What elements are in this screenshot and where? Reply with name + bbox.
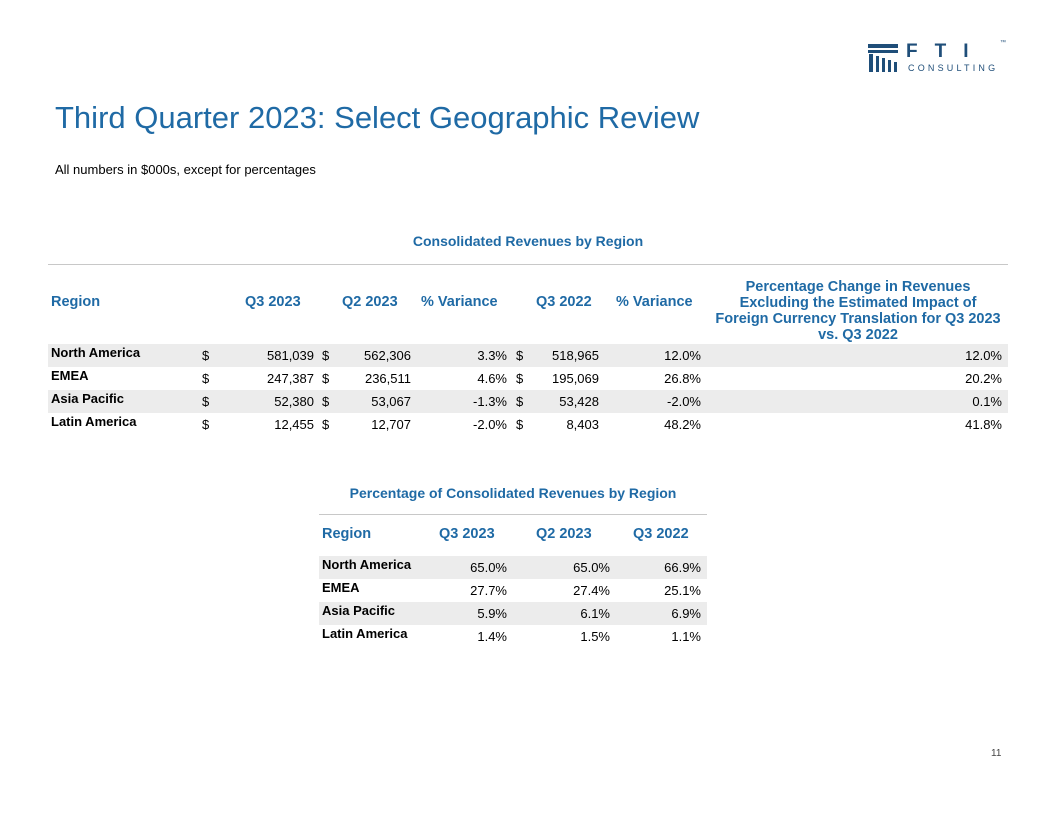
q2-2023-cell: 53,067 [371, 394, 411, 409]
q3-2022-cell: 66.9% [664, 560, 701, 575]
region-cell: Latin America [51, 414, 137, 429]
fx-change-cell: 20.2% [965, 371, 1002, 386]
building-columns-icon [868, 44, 898, 72]
currency-symbol: $ [322, 371, 330, 386]
table1-header-variance-2: % Variance [616, 294, 693, 310]
region-cell: North America [51, 345, 141, 360]
region-cell: Latin America [322, 626, 408, 641]
table2-row [319, 556, 707, 579]
q3-2022-cell: 1.1% [671, 629, 701, 644]
currency-symbol: $ [202, 417, 210, 432]
q3-2023-cell: 12,455 [274, 417, 314, 432]
variance-1-cell: 4.6% [477, 371, 507, 386]
fx-change-cell: 12.0% [965, 348, 1002, 363]
table1-row [48, 344, 1008, 367]
table1-header-variance-1: % Variance [421, 294, 498, 310]
q3-2023-cell: 581,039 [267, 348, 314, 363]
table2-header-q3-2023: Q3 2023 [439, 526, 495, 542]
table1-header-q3-2022: Q3 2022 [536, 294, 592, 310]
table2-rule [319, 514, 707, 515]
q3-2022-cell: 8,403 [566, 417, 599, 432]
table1-title: Consolidated Revenues by Region [412, 233, 644, 249]
table2-title: Percentage of Consolidated Revenues by Region [349, 485, 677, 501]
table2-row [319, 579, 707, 602]
currency-symbol: $ [516, 348, 524, 363]
q3-2022-cell: 25.1% [664, 583, 701, 598]
q2-2023-cell: 236,511 [364, 371, 411, 386]
variance-2-cell: 12.0% [664, 348, 701, 363]
q3-2022-cell: 53,428 [559, 394, 599, 409]
q3-2022-cell: 195,069 [552, 371, 599, 386]
currency-symbol: $ [516, 417, 524, 432]
currency-symbol: $ [322, 394, 330, 409]
q2-2023-cell: 27.4% [573, 583, 610, 598]
q3-2023-cell: 52,380 [274, 394, 314, 409]
currency-symbol: $ [202, 394, 210, 409]
q3-2023-cell: 27.7% [470, 583, 507, 598]
variance-1-cell: -1.3% [473, 394, 507, 409]
logo-trademark: ™ [1000, 40, 1006, 46]
table1-header-q3-2023: Q3 2023 [245, 294, 301, 310]
currency-symbol: $ [202, 371, 210, 386]
region-cell: Asia Pacific [322, 603, 395, 618]
table2-header-q2-2023: Q2 2023 [536, 526, 592, 542]
currency-symbol: $ [322, 348, 330, 363]
q2-2023-cell: 6.1% [580, 606, 610, 621]
table1-header-fx-change: Percentage Change in Revenues Excluding the Estimated Impact of Foreign Currency Translation for Q3 2023 vs. Q3 2022 [715, 279, 1001, 343]
table1-header-region: Region [51, 294, 101, 310]
currency-symbol: $ [516, 394, 524, 409]
table1-row [48, 390, 1008, 413]
currency-symbol: $ [202, 348, 210, 363]
table1-rule [48, 264, 1008, 265]
region-cell: Asia Pacific [51, 391, 124, 406]
q3-2022-cell: 6.9% [671, 606, 701, 621]
table1-header-q2-2023: Q2 2023 [342, 294, 398, 310]
q2-2023-cell: 12,707 [371, 417, 411, 432]
variance-1-cell: 3.3% [477, 348, 507, 363]
table2-header-q3-2022: Q3 2022 [633, 526, 689, 542]
page-number: 11 [991, 748, 1002, 759]
variance-2-cell: -2.0% [667, 394, 701, 409]
page-subtitle: All numbers in $000s, except for percentages [55, 162, 316, 177]
q3-2023-cell: 65.0% [470, 560, 507, 575]
q3-2023-cell: 5.9% [477, 606, 507, 621]
q2-2023-cell: 1.5% [580, 629, 610, 644]
region-cell: EMEA [322, 580, 360, 595]
q2-2023-cell: 65.0% [573, 560, 610, 575]
variance-2-cell: 26.8% [664, 371, 701, 386]
region-cell: North America [322, 557, 412, 572]
q3-2022-cell: 518,965 [552, 348, 599, 363]
table2-row [319, 602, 707, 625]
currency-symbol: $ [516, 371, 524, 386]
variance-2-cell: 48.2% [664, 417, 701, 432]
currency-symbol: $ [322, 417, 330, 432]
logo-wordmark: FTI [906, 41, 986, 62]
table2-header-region: Region [322, 526, 372, 542]
table1-row [48, 367, 1008, 390]
page-title: Third Quarter 2023: Select Geographic Review [55, 100, 700, 135]
region-cell: EMEA [51, 368, 89, 383]
table2-row [319, 625, 707, 648]
variance-1-cell: -2.0% [473, 417, 507, 432]
q3-2023-cell: 247,387 [267, 371, 314, 386]
q2-2023-cell: 562,306 [364, 348, 411, 363]
q3-2023-cell: 1.4% [477, 629, 507, 644]
logo-tagline: CONSULTING [908, 63, 999, 73]
fx-change-cell: 41.8% [965, 417, 1002, 432]
table1-row [48, 413, 1008, 436]
fti-consulting-logo [868, 42, 1010, 74]
fx-change-cell: 0.1% [972, 394, 1002, 409]
